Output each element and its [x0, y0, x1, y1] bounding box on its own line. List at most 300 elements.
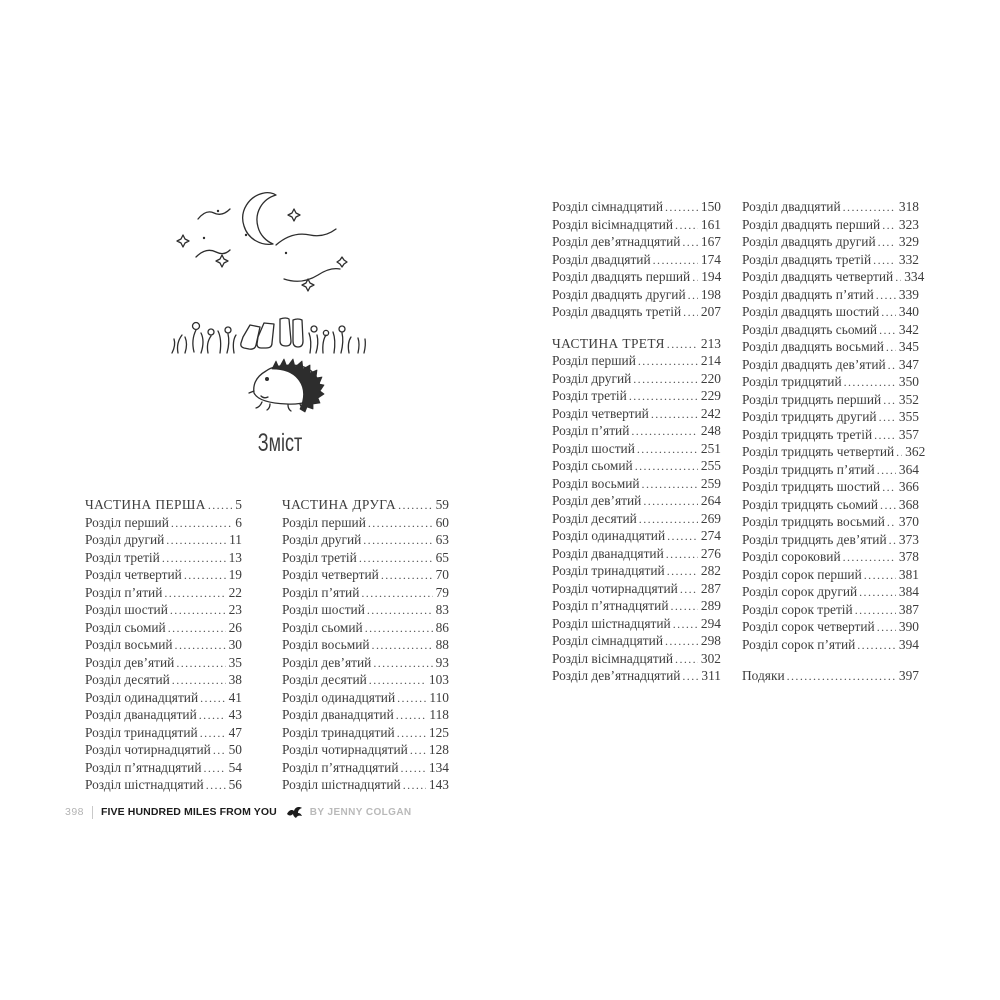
- toc-entry-label: Розділ тринадцятий: [282, 724, 395, 740]
- footer-book-title: FIVE HUNDRED MILES FROM YOU: [101, 806, 277, 818]
- dot-leader: [372, 636, 433, 655]
- toc-entry: [742, 408, 919, 426]
- dot-leader: [877, 461, 896, 480]
- toc-entry: [742, 461, 919, 479]
- toc-entry-label: Розділ тридцять п’ятий: [742, 461, 875, 477]
- toc-spacer: [742, 653, 919, 667]
- toc-entry-page-number: 161: [700, 216, 721, 232]
- toc-entry-label: Розділ дев’ятнадцятий: [552, 234, 681, 249]
- toc-entry-page-number: 59: [435, 497, 449, 512]
- dot-leader: [643, 492, 698, 511]
- dot-leader: [683, 303, 698, 322]
- toc-column-3: [552, 198, 721, 685]
- toc-entry: [282, 724, 449, 742]
- toc-entry-label: Розділ двадцять другий: [742, 234, 876, 249]
- toc-entry: [552, 615, 721, 633]
- toc-entry-label: Розділ восьмий: [552, 475, 640, 491]
- dot-leader: [184, 566, 226, 585]
- dot-leader: [368, 514, 433, 533]
- toc-entry-label: Розділ десятий: [282, 672, 367, 687]
- dot-leader: [895, 268, 901, 287]
- toc-entry-label: Подяки: [742, 668, 785, 683]
- dot-leader: [396, 706, 427, 725]
- toc-entry: [742, 513, 919, 531]
- dot-leader: [397, 689, 426, 708]
- toc-entry-page-number: 274: [700, 528, 721, 543]
- toc-entry-page-number: 311: [701, 668, 721, 683]
- toc-entry-page-number: 334: [904, 269, 925, 284]
- toc-entry-label: Розділ четвертий: [85, 567, 182, 582]
- toc-entry-label: Розділ шістнадцятий: [85, 777, 204, 792]
- toc-entry: [552, 370, 721, 388]
- toc-entry-label: Розділ тридцять сьомий: [742, 496, 879, 512]
- dot-leader: [843, 198, 896, 217]
- toc-entry-label: Розділ двадцять п’ятий: [742, 286, 874, 302]
- toc-entry-page-number: 214: [700, 353, 721, 368]
- toc-entry-page-number: 368: [898, 496, 919, 512]
- toc-entry-page-number: 384: [898, 584, 919, 599]
- dot-leader: [403, 776, 426, 795]
- toc-entry-page-number: 347: [898, 356, 919, 372]
- dot-leader: [200, 724, 226, 743]
- toc-entry-label: Розділ п’ятнадцятий: [85, 759, 202, 775]
- toc-part-heading: [552, 335, 721, 353]
- toc-entry-label: ЧАСТИНА ДРУГА: [282, 497, 397, 512]
- toc-entry-page-number: 103: [428, 672, 449, 687]
- dot-leader: [373, 654, 432, 673]
- dot-leader: [208, 496, 232, 515]
- toc-entry-page-number: 229: [700, 388, 721, 403]
- toc-entry: [742, 618, 919, 636]
- toc-entry-label: Розділ шістнадцятий: [282, 777, 401, 792]
- toc-entry-page-number: 362: [905, 444, 926, 459]
- toc-entry: [282, 549, 449, 567]
- toc-entry-label: Розділ сорок другий: [742, 584, 858, 599]
- toc-entry-label: Розділ двадцять третій: [552, 304, 682, 319]
- toc-entry-page-number: 381: [898, 566, 919, 582]
- toc-entry: [742, 198, 919, 216]
- toc-entry-page-number: 352: [898, 391, 919, 407]
- toc-entry-label: Розділ двадцять третій: [742, 251, 872, 267]
- crescent-moon-icon: [243, 193, 276, 245]
- toc-entry-page-number: 79: [435, 584, 449, 600]
- dot-leader: [665, 632, 698, 651]
- toc-entry: [282, 601, 449, 619]
- toc-entry: [85, 636, 242, 654]
- toc-entry-page-number: 11: [229, 532, 242, 547]
- toc-entry-page-number: 60: [435, 514, 449, 530]
- toc-entry-label: Розділ шістнадцятий: [552, 615, 671, 631]
- toc-entry-page-number: 38: [228, 672, 242, 687]
- meadow-socks-illustration: [172, 318, 365, 353]
- toc-entry: [552, 545, 721, 563]
- dot-leader: [651, 405, 698, 424]
- dot-leader: [874, 426, 896, 445]
- toc-entry-page-number: 47: [228, 724, 242, 740]
- dot-leader: [873, 251, 896, 270]
- toc-entry-label: Розділ тринадцятий: [85, 724, 198, 740]
- dot-leader: [164, 584, 225, 603]
- toc-entry: [552, 650, 721, 668]
- toc-entry-page-number: 128: [428, 742, 449, 757]
- dot-leader: [638, 352, 698, 371]
- dot-leader: [667, 562, 698, 581]
- dot-leader: [199, 706, 226, 725]
- dot-leader: [168, 619, 226, 638]
- dot-leader: [176, 654, 225, 673]
- dot-leader: [682, 233, 698, 252]
- toc-entry-page-number: 318: [898, 199, 919, 214]
- toc-entry-page-number: 332: [898, 251, 919, 267]
- toc-entry-label: Розділ двадцять перший: [742, 216, 881, 232]
- toc-entry-page-number: 63: [435, 532, 449, 547]
- toc-entry: [742, 478, 919, 496]
- wind-squiggles-icon: [196, 209, 340, 281]
- dot-leader: [162, 549, 226, 568]
- toc-entry-label: Розділ тридцятий: [742, 374, 842, 389]
- toc-entry-label: Розділ третій: [552, 388, 627, 403]
- toc-entry-page-number: 329: [898, 234, 919, 249]
- dot-leader: [675, 216, 698, 235]
- toc-entry-page-number: 373: [898, 531, 919, 547]
- toc-entry-page-number: 298: [700, 633, 721, 648]
- toc-entry-label: Розділ тринадцятий: [552, 563, 665, 578]
- toc-entry-page-number: 35: [228, 654, 242, 670]
- toc-entry-page-number: 30: [228, 637, 242, 652]
- dot-leader: [886, 338, 896, 357]
- toc-entry-page-number: 13: [228, 549, 242, 565]
- toc-column-1: [85, 496, 242, 794]
- toc-entry-page-number: 248: [700, 423, 721, 438]
- toc-entry-page-number: 364: [898, 461, 919, 477]
- dot-leader: [397, 724, 426, 743]
- toc-entry-page-number: 43: [228, 707, 242, 722]
- toc-entry-label: Розділ тридцять четвертий: [742, 444, 895, 459]
- dot-leader: [365, 619, 433, 638]
- dot-leader: [170, 601, 226, 620]
- toc-entry-page-number: 350: [898, 374, 919, 389]
- toc-entry: [742, 443, 926, 461]
- toc-column-4: [742, 198, 926, 685]
- toc-part-heading: [282, 496, 449, 514]
- dot-leader: [200, 689, 225, 708]
- page-title: Зміст: [257, 429, 303, 457]
- toc-entry-page-number: 110: [429, 689, 449, 705]
- moon-stars-hedgehog-illustration: [158, 183, 398, 423]
- toc-entry-label: Розділ двадцять восьмий: [742, 339, 884, 354]
- toc-entry: [552, 405, 721, 423]
- toc-entry-label: Розділ п’ятий: [552, 423, 630, 438]
- footer-author: BY JENNY COLGAN: [309, 806, 412, 818]
- toc-entry: [742, 216, 919, 234]
- toc-entry: [85, 706, 242, 724]
- dot-leader: [206, 776, 226, 795]
- toc-entry: [552, 440, 721, 458]
- dot-leader: [361, 584, 432, 603]
- dot-leader: [359, 549, 433, 568]
- dot-leader: [675, 650, 698, 669]
- toc-entry: [282, 671, 449, 689]
- toc-entry-label: Розділ двадцять шостий: [742, 304, 880, 319]
- toc-entry: [742, 356, 919, 374]
- toc-entry-label: Розділ двадцять другий: [552, 286, 686, 302]
- toc-entry-label: Розділ тридцять шостий: [742, 479, 881, 494]
- toc-entry-page-number: 264: [700, 493, 721, 508]
- dot-leader: [855, 601, 896, 620]
- dot-leader: [879, 321, 896, 340]
- toc-entry-page-number: 282: [700, 563, 721, 578]
- dot-leader: [381, 566, 433, 585]
- dot-leader: [864, 566, 896, 585]
- toc-entry-label: Розділ шостий: [552, 440, 635, 456]
- dot-leader: [642, 475, 698, 494]
- toc-entry-label: Розділ третій: [85, 549, 160, 565]
- toc-entry-page-number: 342: [898, 321, 919, 337]
- toc-entry-label: Розділ дванадцятий: [552, 545, 664, 561]
- toc-entry-page-number: 167: [700, 234, 721, 249]
- toc-part-heading: [85, 496, 242, 514]
- flying-bird-icon: [286, 805, 303, 819]
- toc-entry: [552, 422, 721, 440]
- toc-entry-label: Розділ сьомий: [282, 619, 363, 635]
- toc-entry-page-number: 174: [700, 251, 721, 267]
- toc-entry: [282, 514, 449, 532]
- toc-entry-page-number: 134: [428, 759, 449, 775]
- toc-entry-label: Розділ п’ятий: [282, 584, 360, 600]
- toc-entry-label: Розділ восьмий: [85, 637, 173, 652]
- toc-entry-page-number: 302: [700, 650, 721, 666]
- toc-entry: [742, 548, 919, 566]
- dot-leader: [879, 408, 896, 427]
- toc-entry-label: Розділ вісімнадцятий: [552, 650, 674, 666]
- toc-entry-page-number: 23: [228, 602, 242, 617]
- toc-entry-label: Розділ сороковий: [742, 549, 841, 564]
- dot-leader: [629, 387, 698, 406]
- toc-entry-page-number: 242: [700, 405, 721, 421]
- toc-entry-label: Розділ восьмий: [282, 637, 370, 652]
- toc-entry-label: Розділ другий: [85, 532, 165, 547]
- toc-entry: [85, 776, 242, 794]
- toc-entry-page-number: 150: [700, 199, 721, 214]
- dot-leader: [876, 286, 896, 305]
- dot-leader: [639, 510, 698, 529]
- toc-entry-label: Розділ вісімнадцятий: [552, 216, 674, 232]
- toc-entry-page-number: 41: [228, 689, 242, 705]
- dot-leader: [213, 741, 226, 760]
- toc-entry: [742, 303, 919, 321]
- toc-entry: [85, 689, 242, 707]
- toc-entry: [552, 198, 721, 216]
- dot-leader: [877, 618, 896, 637]
- toc-entry-page-number: 70: [435, 567, 449, 582]
- toc-entry-label: Розділ двадцять перший: [552, 269, 691, 284]
- toc-entry-label: Розділ тридцять перший: [742, 391, 882, 407]
- toc-entry: [552, 475, 721, 493]
- toc-entry: [742, 601, 919, 619]
- dot-leader: [171, 514, 232, 533]
- toc-entry-label: Розділ чотирнадцятий: [85, 742, 211, 757]
- toc-entry: [282, 706, 449, 724]
- toc-entry-page-number: 387: [898, 601, 919, 617]
- toc-entry: [742, 338, 919, 356]
- toc-entry-label: Розділ сорок перший: [742, 566, 862, 582]
- toc-entry-page-number: 390: [898, 619, 919, 634]
- toc-entry-label: Розділ тридцять восьмий: [742, 514, 885, 529]
- toc-entry-page-number: 213: [700, 335, 721, 351]
- toc-entry-label: Розділ сімнадцятий: [552, 199, 663, 214]
- toc-entry: [742, 426, 919, 444]
- toc-entry: [742, 636, 919, 654]
- toc-entry-page-number: 54: [228, 759, 242, 775]
- toc-entry-label: Розділ сімнадцятий: [552, 633, 663, 648]
- toc-entry-page-number: 88: [435, 637, 449, 652]
- toc-entry: [552, 352, 721, 370]
- dot-leader: [843, 548, 896, 567]
- toc-entry: [85, 724, 242, 742]
- toc-entry: [552, 303, 721, 321]
- toc-column-2: [282, 496, 449, 794]
- toc-entry-label: Розділ перший: [282, 514, 366, 530]
- toc-entry-page-number: 143: [428, 777, 449, 792]
- toc-entry: [742, 373, 919, 391]
- dot-leader: [671, 597, 698, 616]
- toc-entry-page-number: 370: [898, 514, 919, 529]
- toc-entry: [552, 251, 721, 269]
- toc-entry-page-number: 287: [700, 580, 721, 596]
- toc-entry-label: Розділ двадцятий: [552, 251, 651, 267]
- toc-entry-label: Розділ десятий: [85, 672, 170, 687]
- toc-entry-page-number: 22: [228, 584, 242, 600]
- dot-leader: [844, 373, 896, 392]
- toc-entry: [282, 689, 449, 707]
- hedgehog-illustration: [249, 359, 324, 412]
- toc-entry: [742, 667, 919, 685]
- toc-entry: [742, 531, 919, 549]
- toc-entry-label: Розділ перший: [85, 514, 169, 530]
- toc-entry-label: Розділ сорок четвертий: [742, 619, 875, 634]
- toc-entry: [282, 741, 449, 759]
- toc-entry-label: Розділ дев’ятий: [282, 654, 372, 670]
- toc-spacer: [552, 321, 721, 335]
- toc-entry-label: Розділ двадцять сьомий: [742, 321, 878, 337]
- toc-entry-page-number: 207: [700, 304, 721, 319]
- toc-entry-label: Розділ сьомий: [552, 458, 633, 473]
- toc-entry: [282, 759, 449, 777]
- toc-entry: [85, 531, 242, 549]
- toc-entry: [552, 580, 721, 598]
- toc-entry-label: Розділ другий: [282, 532, 362, 547]
- dot-leader: [667, 335, 698, 354]
- toc-entry-page-number: 56: [228, 777, 242, 792]
- toc-entry-page-number: 125: [428, 724, 449, 740]
- toc-entry-page-number: 194: [701, 269, 722, 284]
- toc-entry: [552, 268, 721, 286]
- toc-entry-page-number: 6: [235, 514, 242, 530]
- toc-entry-label: Розділ шостий: [282, 602, 365, 617]
- toc-entry: [282, 531, 449, 549]
- dot-leader: [363, 531, 432, 550]
- toc-entry-label: Розділ чотирнадцятий: [282, 742, 408, 757]
- dot-leader: [398, 496, 433, 515]
- toc-entry-label: Розділ дев’ятнадцятий: [552, 668, 681, 683]
- toc-entry-label: Розділ одинадцятий: [552, 528, 666, 543]
- toc-entry: [85, 584, 242, 602]
- dot-leader: [175, 636, 226, 655]
- dot-leader: [667, 527, 698, 546]
- dot-leader: [633, 370, 698, 389]
- toc-entry-page-number: 5: [235, 497, 242, 512]
- toc-entry-label: Розділ другий: [552, 370, 632, 386]
- dot-leader: [682, 667, 698, 686]
- toc-entry-page-number: 50: [228, 742, 242, 757]
- toc-entry-page-number: 93: [435, 654, 449, 670]
- toc-entry: [85, 549, 242, 567]
- dot-leader: [410, 741, 426, 760]
- toc-entry-label: Розділ дванадцятий: [282, 707, 394, 722]
- toc-entry: [85, 759, 242, 777]
- toc-entry: [742, 566, 919, 584]
- toc-entry-label: Розділ третій: [282, 549, 357, 565]
- dot-leader: [692, 268, 698, 287]
- toc-entry-page-number: 251: [700, 440, 721, 456]
- toc-entry-page-number: 355: [898, 409, 919, 424]
- dot-leader: [888, 356, 896, 375]
- dot-leader: [673, 615, 698, 634]
- toc-entry-page-number: 323: [898, 216, 919, 232]
- toc-entry-page-number: 276: [700, 545, 721, 561]
- toc-entry: [552, 233, 721, 251]
- dot-leader: [878, 233, 896, 252]
- toc-entry: [282, 566, 449, 584]
- toc-entry-label: Розділ четвертий: [282, 567, 379, 582]
- toc-entry-label: Розділ шостий: [85, 602, 168, 617]
- toc-entry-page-number: 269: [700, 510, 721, 526]
- toc-entry-page-number: 366: [898, 479, 919, 494]
- toc-entry: [85, 671, 242, 689]
- toc-entry: [552, 562, 721, 580]
- dot-leader: [172, 671, 226, 690]
- dot-leader: [204, 759, 226, 778]
- toc-entry-label: Розділ дванадцятий: [85, 707, 197, 722]
- toc-entry-page-number: 378: [898, 549, 919, 564]
- toc-entry-label: Розділ чотирнадцятий: [552, 580, 678, 596]
- toc-entry: [85, 566, 242, 584]
- toc-entry-page-number: 345: [898, 339, 919, 354]
- toc-entry-label: Розділ тридцять третій: [742, 426, 873, 442]
- dot-leader: [880, 496, 896, 515]
- dot-leader: [857, 636, 896, 655]
- toc-entry: [742, 321, 919, 339]
- toc-entry-page-number: 26: [228, 619, 242, 635]
- toc-entry: [282, 776, 449, 794]
- toc-entry-page-number: 86: [435, 619, 449, 635]
- toc-entry: [552, 527, 721, 545]
- toc-entry-label: Розділ одинадцятий: [282, 689, 396, 705]
- dot-leader: [653, 251, 698, 270]
- toc-entry: [742, 496, 919, 514]
- toc-entry-page-number: 65: [435, 549, 449, 565]
- toc-entry: [742, 251, 919, 269]
- toc-entry-page-number: 220: [700, 370, 721, 386]
- dot-leader: [665, 198, 698, 217]
- toc-entry: [552, 387, 721, 405]
- toc-entry: [85, 741, 242, 759]
- toc-entry-page-number: 255: [700, 458, 721, 473]
- dot-leader: [883, 391, 896, 410]
- toc-entry-page-number: 198: [700, 286, 721, 302]
- toc-entry-label: Розділ тридцять дев’ятий: [742, 531, 887, 547]
- toc-entry-label: Розділ п’ятнадцятий: [552, 598, 669, 613]
